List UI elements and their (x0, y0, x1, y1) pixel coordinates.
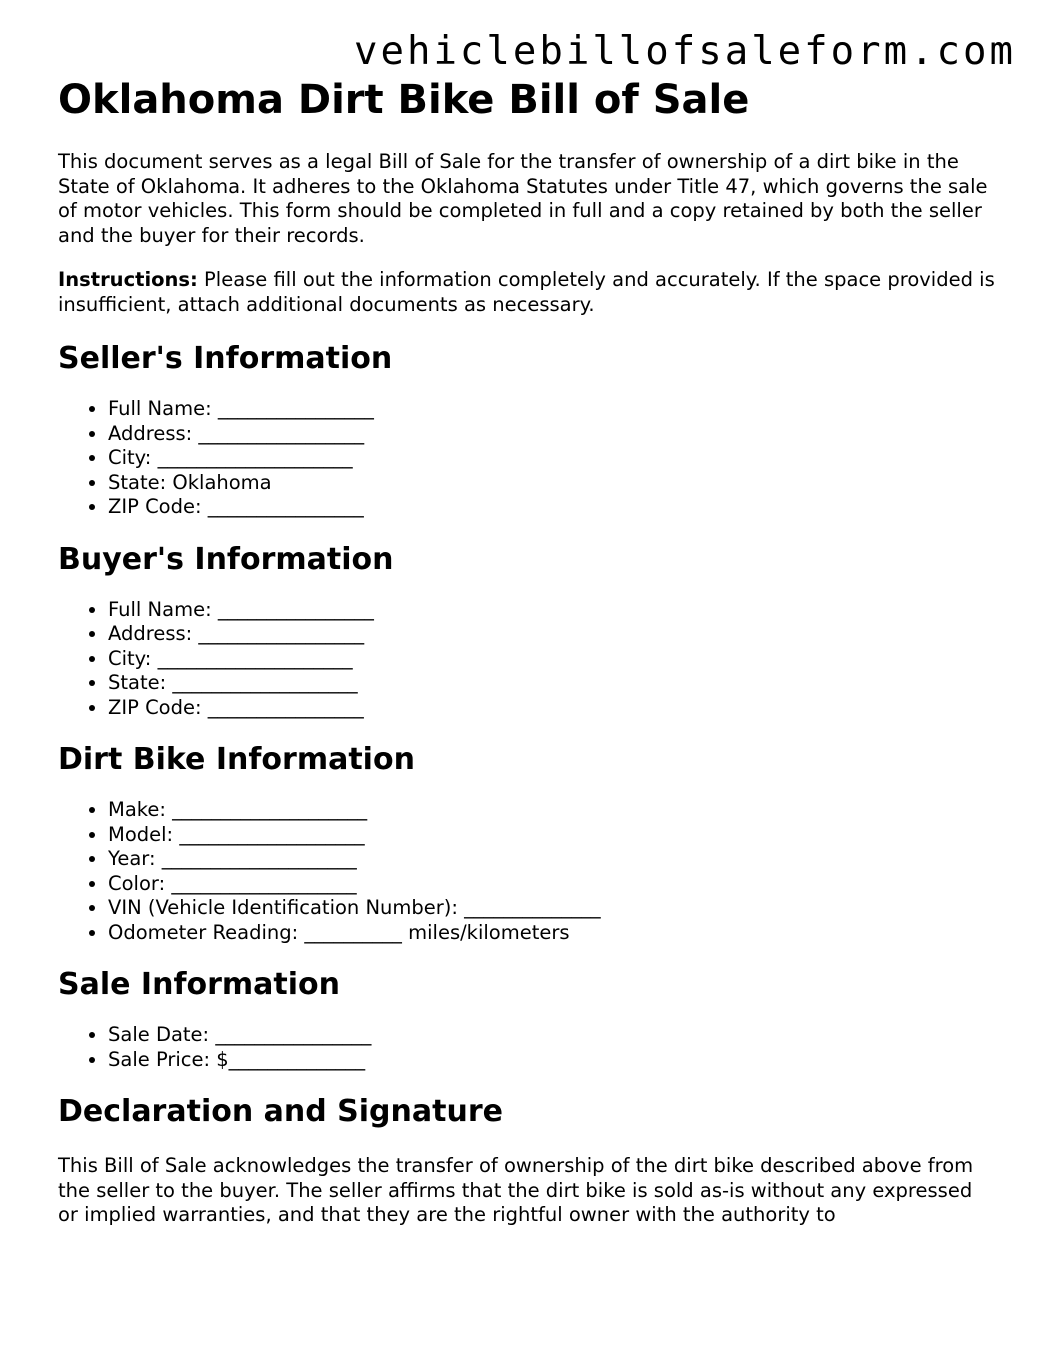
instructions-text: Please fill out the information completely and accurately. If the space provided is insufficient, attach additional documents as necessary. (58, 268, 995, 316)
bike-color-field[interactable]: • Color: ___________________ (108, 872, 998, 897)
bike-year-field[interactable]: • Year: ____________________ (108, 847, 998, 872)
bike-fields (58, 798, 998, 945)
seller-fields (58, 397, 998, 520)
seller-address-field[interactable]: • Address: _________________ (108, 422, 998, 447)
buyer-full-name-field[interactable]: • Full Name: ________________ (108, 598, 998, 623)
buyer-heading: Buyer's Information (58, 541, 394, 577)
buyer-address-field[interactable]: • Address: _________________ (108, 622, 998, 647)
bike-vin-field[interactable]: • VIN (Vehicle Identification Number): ______________ (108, 896, 998, 921)
instructions-label: Instructions: (58, 268, 198, 291)
sale-date-field[interactable]: • Sale Date: ________________ (108, 1023, 998, 1048)
bike-heading: Dirt Bike Information (58, 742, 415, 777)
buyer-fields (58, 598, 998, 721)
instructions-paragraph (58, 268, 998, 317)
seller-state-field: • State: Oklahoma (108, 471, 998, 496)
document-body (58, 76, 998, 1228)
sale-fields (58, 1023, 998, 1072)
bike-odometer-field[interactable]: • Odometer Reading: __________ miles/kilometers (108, 921, 998, 946)
seller-zip-field[interactable]: • ZIP Code: ________________ (108, 495, 998, 520)
declaration-paragraph: This Bill of Sale acknowledges the transfer of ownership of the dirt bike described above from the seller to the buyer. The seller affirms that the dirt bike is sold as-is without any expressed or implied warranties, and that they are the rightful owner with the authority to (58, 1154, 974, 1226)
seller-full-name-field[interactable]: • Full Name: ________________ (108, 397, 998, 422)
buyer-city-field[interactable]: • City: ____________________ (108, 647, 998, 672)
buyer-zip-field[interactable]: • ZIP Code: ________________ (108, 696, 998, 721)
intro-paragraph: This document serves as a legal Bill of Sale for the transfer of ownership of a dirt bike in the State of Oklahoma. It adheres to the Oklahoma Statutes under Title 47, which governs the sale of motor vehicles. This form should be completed in full and a copy retained by both the seller and the buyer for their records. (58, 150, 988, 247)
bike-model-field[interactable]: • Model: ___________________ (108, 823, 998, 848)
buyer-state-field[interactable]: • State: ___________________ (108, 671, 998, 696)
declaration-heading: Declaration and Signature (58, 1094, 503, 1129)
page-title: Oklahoma Dirt Bike Bill of Sale (58, 77, 750, 123)
seller-city-field[interactable]: • City: ____________________ (108, 446, 998, 471)
sale-heading: Sale Information (58, 967, 340, 1002)
seller-heading: Seller's Information (58, 341, 393, 376)
sale-price-field[interactable]: • Sale Price: $______________ (108, 1048, 998, 1073)
bike-make-field[interactable]: • Make: ____________________ (108, 798, 998, 823)
site-watermark: vehiclebillofsaleform.com (354, 29, 1016, 74)
